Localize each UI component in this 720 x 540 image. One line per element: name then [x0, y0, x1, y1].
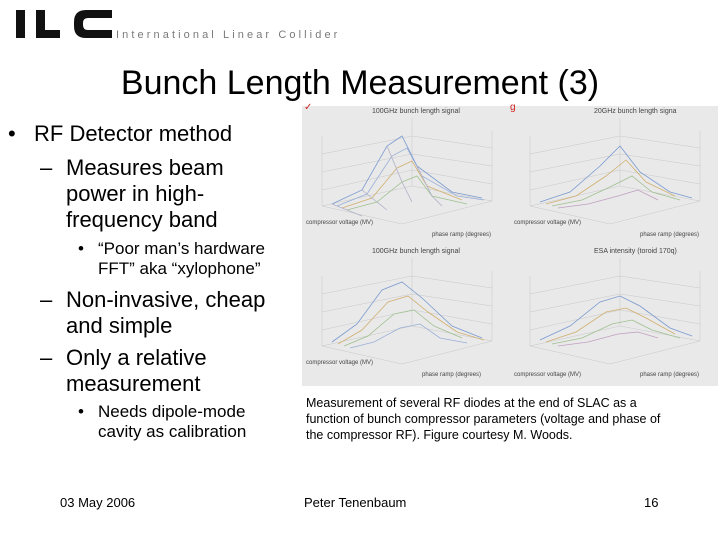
plot-panel-1: 100GHz bunch length signal compressor voltage (MV) phase ramp (degrees) [302, 106, 510, 246]
surface-plots-figure [302, 102, 718, 386]
figure-caption: Measurement of several RF diodes at the end of SLAC as a function of bunch compressor parameters (voltage and phase of the compressor RF). Figure courtesy M. Woods. [306, 396, 661, 442]
plot-panel-4: ESA intensity (toroid 170q) compressor voltage (MV) phase ramp (degrees) [510, 246, 718, 386]
slide-title: Bunch Length Measurement (3) [120, 64, 600, 102]
plot-panel-3: 100GHz bunch length signal compressor voltage (MV) phase ramp (degrees) [302, 246, 510, 386]
plot-panel-2: 20GHz bunch length signa compressor voltage (MV) phase ramp (degrees) [510, 106, 718, 246]
surface-plot-4 [510, 246, 718, 386]
footer-date: 03 May 2006 [60, 495, 136, 510]
footer-author: Peter Tenenbaum [304, 495, 407, 510]
bullet-rf-detector: • RF Detector method [8, 121, 233, 146]
logo-tagline: International Linear Collider [116, 29, 341, 41]
red-mark-left-icon: ✓ [304, 102, 313, 113]
ilc-logo [14, 6, 114, 42]
footer-page-number: 16 [644, 495, 659, 510]
red-mark-right-icon: g [510, 102, 516, 113]
